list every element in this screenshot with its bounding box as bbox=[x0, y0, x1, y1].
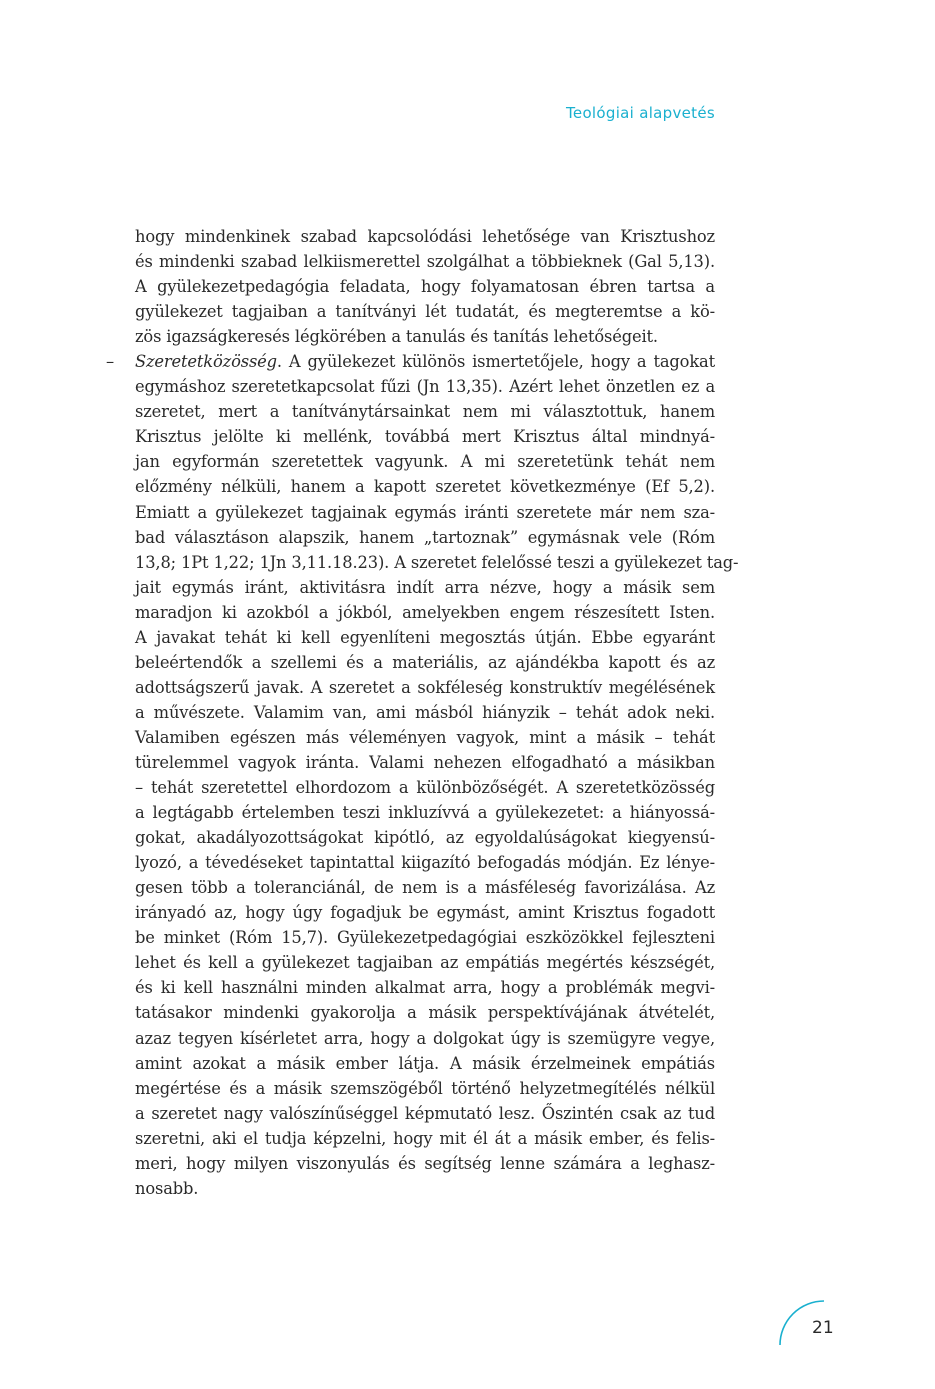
text-line: lehet és kell a gyülekezet tagjaiban az empátiás megértés készségét, bbox=[135, 953, 715, 973]
text-line: bad választáson alapszik, hanem „tartoznak” egymásnak vele (Róm bbox=[135, 527, 715, 547]
text-line: A gyülekezetpedagógia feladata, hogy folyamatosan ébren tartsa a bbox=[135, 277, 715, 297]
text-line: azaz tegyen kísérletet arra, hogy a dolgokat úgy is szemügyre vegye, bbox=[135, 1028, 715, 1048]
text-line: és ki kell használni minden alkalmat arra, hogy a problémák megvi- bbox=[135, 978, 715, 998]
text-line: gesen több a toleranciánál, de nem is a másféleség favorizálása. Az bbox=[135, 878, 715, 898]
text-line: nosabb. bbox=[135, 1178, 199, 1198]
list-item-first-line-text: . A gyülekezet különös ismertetőjele, hogy a tagokat bbox=[276, 352, 715, 372]
text-line: szeretet, mert a tanítványtársainkat nem mi választottuk, hanem bbox=[135, 402, 715, 422]
text-line: A javakat tehát ki kell egyenlíteni megosztás útján. Ebbe egyaránt bbox=[135, 627, 715, 647]
text-line: Krisztus jelölte ki mellénk, továbbá mert Krisztus által mindnyá- bbox=[135, 427, 715, 447]
text-line: Valamiben egészen más véleményen vagyok, mint a másik – tehát bbox=[135, 727, 715, 747]
text-line: egymáshoz szeretetkapcsolat fűzi (Jn 13,35). Azért lehet önzetlen ez a bbox=[135, 377, 715, 397]
text-line: jan egyformán szeretettek vagyunk. A mi szeretetünk tehát nem bbox=[135, 452, 715, 472]
running-header: Teológiai alapvetés bbox=[566, 104, 715, 122]
text-line: megértése és a másik szemszögéből történő helyzetmegítélés nélkül bbox=[135, 1078, 715, 1098]
text-line: előzmény nélküli, hanem a kapott szeretet következménye (Ef 5,2). bbox=[135, 477, 715, 497]
text-line: 13,8; 1Pt 1,22; 1Jn 3,11.18.23). A szeretet felelőssé teszi a gyülekezet tag- bbox=[135, 552, 739, 572]
text-line: beleértendők a szellemi és a materiális, az ajándékba kapott és az bbox=[135, 652, 715, 672]
text-line: adottságszerű javak. A szeretet a sokféleség konstruktív megélésének bbox=[135, 677, 715, 697]
body-text bbox=[135, 224, 739, 1201]
text-line: maradjon ki azokból a jókból, amelyekben engem részesített Isten. bbox=[135, 602, 715, 622]
text-line: tatásakor mindenki gyakorolja a másik perspektívájának átvételét, bbox=[135, 1003, 715, 1023]
text-line: türelemmel vagyok iránta. Valami nehezen elfogadható a másikban bbox=[135, 752, 715, 772]
text-line: és mindenki szabad lelkiismerettel szolgálhat a többieknek (Gal 5,13). bbox=[135, 252, 715, 272]
text-line: amint azokat a másik ember látja. A másik érzelmeinek empátiás bbox=[135, 1053, 715, 1073]
page-number: 21 bbox=[812, 1318, 834, 1338]
list-item-first-line bbox=[135, 349, 715, 374]
list-bullet-dash: – bbox=[106, 352, 115, 371]
text-line: lyozó, a tévedéseket tapintattal kiigazító befogadás módján. Ez lénye- bbox=[135, 853, 715, 873]
text-line: be minket (Róm 15,7). Gyülekezetpedagógiai eszközökkel fejleszteni bbox=[135, 928, 715, 948]
text-line: szeretni, aki el tudja képzelni, hogy mit él át a másik ember, és felis- bbox=[135, 1128, 715, 1148]
text-line: a szeretet nagy valószínűséggel képmutató lesz. Őszintén csak az tud bbox=[135, 1103, 715, 1123]
text-line: zös igazságkeresés légkörében a tanulás és tanítás lehetőségeit. bbox=[135, 327, 658, 347]
text-line: gyülekezet tagjaiban a tanítványi lét tudatát, és megteremtse a kö- bbox=[135, 302, 715, 322]
text-line: Emiatt a gyülekezet tagjainak egymás iránti szeretete már nem sza- bbox=[135, 502, 715, 522]
list-item-term: Szeretetközösség bbox=[135, 352, 277, 372]
text-line: jait egymás iránt, aktivitásra indít arra nézve, hogy a másik sem bbox=[135, 577, 715, 597]
text-line: a legtágabb értelemben teszi inkluzívvá a gyülekezetet: a hiányossá- bbox=[135, 803, 715, 823]
text-line: a művészete. Valamim van, ami másból hiányzik – tehát adok neki. bbox=[135, 702, 715, 722]
text-line: – tehát szeretettel elhordozom a különbözőségét. A szeretetközösség bbox=[135, 778, 715, 798]
text-line: hogy mindenkinek szabad kapcsolódási lehetősége van Krisztushoz bbox=[135, 227, 715, 246]
text-line: irányadó az, hogy úgy fogadjuk be egymást, amint Krisztus fogadott bbox=[135, 903, 715, 923]
text-line: gokat, akadályozottságokat kipótló, az egyoldalúságokat kiegyensú- bbox=[135, 828, 715, 848]
text-line: meri, hogy milyen viszonyulás és segítség lenne számára a leghasz- bbox=[135, 1153, 715, 1173]
